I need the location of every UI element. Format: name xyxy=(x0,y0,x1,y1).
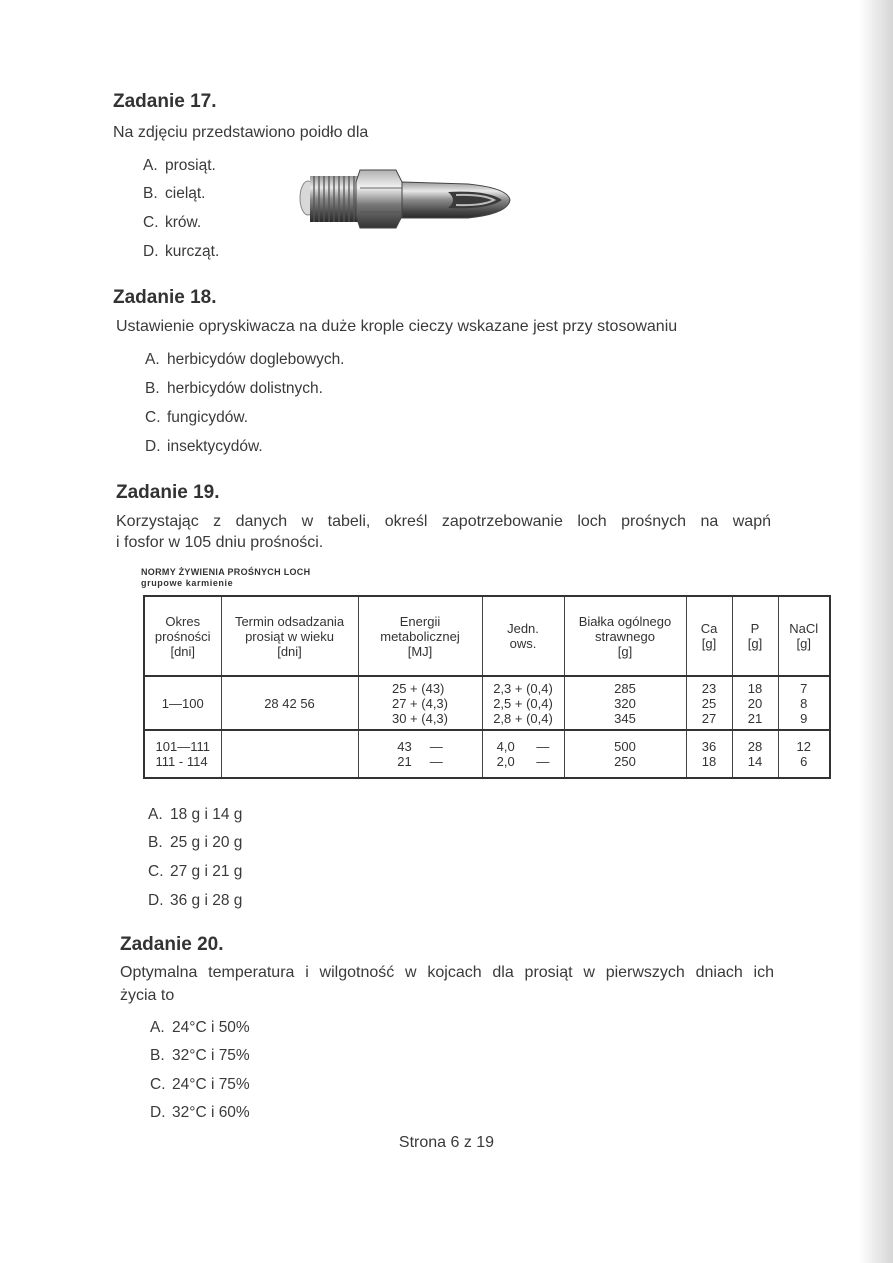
q19-option-a: A. 18 g i 14 g xyxy=(148,806,243,823)
table-subcaption: grupowe karmienie xyxy=(141,578,234,588)
cell-energy: 25 + (43) 27 + (4,3) 30 + (4,3) xyxy=(391,680,448,726)
cell-nacl: 7 8 9 xyxy=(778,676,830,730)
q17-option-d: D. kurcząt. xyxy=(143,243,220,260)
q20-option-c: C. 24°C i 75% xyxy=(150,1076,250,1093)
q19-option-b: B. 25 g i 20 g xyxy=(148,834,243,851)
header-oat-units: Jedn. ows. xyxy=(482,596,564,676)
q20-option-a: A. 24°C i 50% xyxy=(150,1019,250,1036)
header-protein: Białka ogólnego strawnego [g] xyxy=(564,596,686,676)
q18-option-d: D. insektycydów. xyxy=(145,438,263,455)
q17-title: Zadanie 17. xyxy=(113,91,217,112)
cell-p: 18 20 21 xyxy=(732,676,778,730)
header-p: P [g] xyxy=(732,596,778,676)
scan-edge-shadow xyxy=(859,0,893,1263)
header-nacl: NaCl [g] xyxy=(778,596,830,676)
header-weaning: Termin odsadzania prosiąt w wieku [dni] xyxy=(221,596,358,676)
cell-weaning xyxy=(221,730,358,778)
cell-nacl: 12 6 xyxy=(778,730,830,778)
cell-energy: 43 — 21 — xyxy=(397,739,443,769)
table-row xyxy=(144,676,830,730)
q18-option-c: C. fungicydów. xyxy=(145,409,248,426)
header-energy: Energii metabolicznej [MJ] xyxy=(358,596,482,676)
cell-p: 28 14 xyxy=(732,730,778,778)
q18-option-a: A. herbicydów doglebowych. xyxy=(145,351,345,368)
header-ca: Ca [g] xyxy=(686,596,732,676)
q18-question: Ustawienie opryskiwacza na duże krople cieczy wskazane jest przy stosowaniu xyxy=(116,318,678,335)
feeding-norms-table xyxy=(143,595,831,779)
q20-option-d: D. 32°C i 60% xyxy=(150,1104,250,1121)
cell-oat-units: 2,3 + (0,4) 2,5 + (0,4) 2,8 + (0,4) xyxy=(493,680,553,726)
cell-period: 1—100 xyxy=(144,676,221,730)
q17-option-b: B. cieląt. xyxy=(143,185,206,202)
q20-title: Zadanie 20. xyxy=(120,934,224,955)
q19-question-line1: Korzystając z danych w tabeli, określ zapotrzebowanie loch prośnych na wapń xyxy=(116,513,771,530)
cell-weaning: 28 42 56 xyxy=(221,676,358,730)
cell-ca: 23 25 27 xyxy=(686,676,732,730)
q18-title: Zadanie 18. xyxy=(113,287,217,308)
q20-option-b: B. 32°C i 75% xyxy=(150,1047,250,1064)
q19-title: Zadanie 19. xyxy=(116,482,220,503)
q18-option-b: B. herbicydów dolistnych. xyxy=(145,380,323,397)
q19-option-d: D. 36 g i 28 g xyxy=(148,892,243,909)
drinker-nozzle-image xyxy=(298,162,512,238)
cell-period: 101—111 111 - 114 xyxy=(155,739,210,769)
page-number: Strona 6 z 19 xyxy=(398,1134,495,1151)
q20-question-line1: Optymalna temperatura i wilgotność w kojcach dla prosiąt w pierwszych dniach ich xyxy=(120,964,774,981)
table-header-row xyxy=(144,596,830,676)
q17-option-a: A. prosiąt. xyxy=(143,157,216,174)
cell-protein: 500 250 xyxy=(564,730,686,778)
table-caption: NORMY ŻYWIENIA PROŚNYCH LOCH xyxy=(141,567,311,577)
table-row xyxy=(144,730,830,778)
header-period: Okres prośności [dni] xyxy=(144,596,221,676)
q17-question: Na zdjęciu przedstawiono poidło dla xyxy=(113,124,369,141)
q19-option-c: C. 27 g i 21 g xyxy=(148,863,243,880)
q20-question-line2: życia to xyxy=(120,987,175,1004)
cell-oat-units: 4,0 — 2,0 — xyxy=(496,739,550,769)
cell-ca: 36 18 xyxy=(686,730,732,778)
cell-protein: 285 320 345 xyxy=(564,676,686,730)
q19-question-line2: i fosfor w 105 dniu prośności. xyxy=(116,534,324,551)
q17-option-c: C. krów. xyxy=(143,214,202,231)
